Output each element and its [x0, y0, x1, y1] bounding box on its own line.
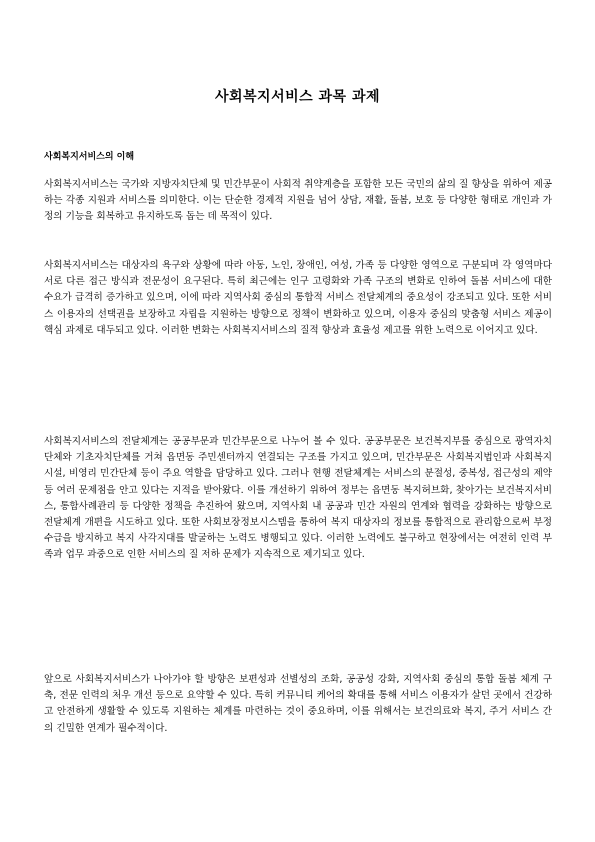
body-paragraph: 사회복지서비스는 국가와 지방자치단체 및 민간부문이 사회적 취약계층을 포함한 모든 국민의 삶의 질 향상을 위하여 제공하는 각종 지원과 서비스를 의미한다. 이는 단순한 경제적 지원을 넘어 상담, 재활, 돌봄, 보호 등 다양한 형태로 개인과 가정의 기능을 회복하고 유지하도록 돕는 데 목적이 있다. — [44, 179, 552, 223]
page-title: 사회복지서비스 과목 과제 — [214, 89, 380, 105]
section-subtitle: 사회복지서비스의 이해 — [44, 152, 135, 162]
body-paragraph: 사회복지서비스는 대상자의 욕구와 상황에 따라 아동, 노인, 장애인, 여성, 가족 등 다양한 영역으로 구분되며 각 영역마다 서로 다른 접근 방식과 전문성이 요구된다. 특히 최근에는 인구 고령화와 가족 구조의 변화로 인하여 돌봄 서비스에 대한 수요가 급격히 증가하고 있으며, 이에 따라 지역사회 중심의 통합적 서비스 전달체계의 중요성이 강조되고 있다. 또한 서비스 이용자의 선택권을 보장하고 자립을 지원하는 방향으로 정책이 변화하고 있으며, 이용자 중심의 맞춤형 서비스 제공이 핵심 과제로 대두되고 있다. 이러한 변화는 사회복지서비스의 질적 향상과 효율성 제고를 위한 노력으로 이어지고 있다. — [44, 260, 552, 336]
paragraph-block-2 — [44, 258, 552, 355]
paragraph-block-3 — [44, 434, 552, 580]
body-paragraph: 앞으로 사회복지서비스가 나아가야 할 방향은 보편성과 선별성의 조화, 공공성 강화, 지역사회 중심의 통합 돌봄 체계 구축, 전문 인력의 처우 개선 등으로 요약할 수 있다. 특히 커뮤니티 케어의 확대를 통해 서비스 이용자가 살던 곳에서 건강하고 안전하게 생활할 수 있도록 지원하는 체계를 마련하는 것이 중요하며, 이를 위해서는 보건의료와 복지, 주거 서비스 간의 긴밀한 연계가 필수적이다. — [44, 674, 552, 734]
paragraph-block-4 — [44, 672, 552, 753]
body-paragraph: 사회복지서비스의 전달체계는 공공부문과 민간부문으로 나누어 볼 수 있다. 공공부문은 보건복지부를 중심으로 광역자치단체와 기초자치단체를 거쳐 읍면동 주민센터까지 연결되는 구조를 가지고 있으며, 민간부문은 사회복지법인과 사회복지시설, 비영리 민간단체 등이 주요 역할을 담당하고 있다. 그러나 현행 전달체계는 서비스의 분절성, 중복성, 접근성의 제약 등 여러 문제점을 안고 있다는 지적을 받아왔다. 이를 개선하기 위하여 정부는 읍면동 복지허브화, 찾아가는 보건복지서비스, 통합사례관리 등 다양한 정책을 추진하여 왔으며, 지역사회 내 공공과 민간 자원의 연계와 협력을 강화하는 방향으로 전달체계 개편을 시도하고 있다. 또한 사회보장정보시스템을 통하여 복지 대상자의 정보를 통합적으로 관리함으로써 부정수급을 방지하고 복지 사각지대를 발굴하는 노력도 병행되고 있다. 이러한 노력에도 불구하고 현장에서는 여전히 인력 부족과 업무 과중으로 인한 서비스의 질 저하 문제가 지속적으로 제기되고 있다. — [44, 436, 552, 561]
paragraph-block-1 — [44, 177, 552, 242]
